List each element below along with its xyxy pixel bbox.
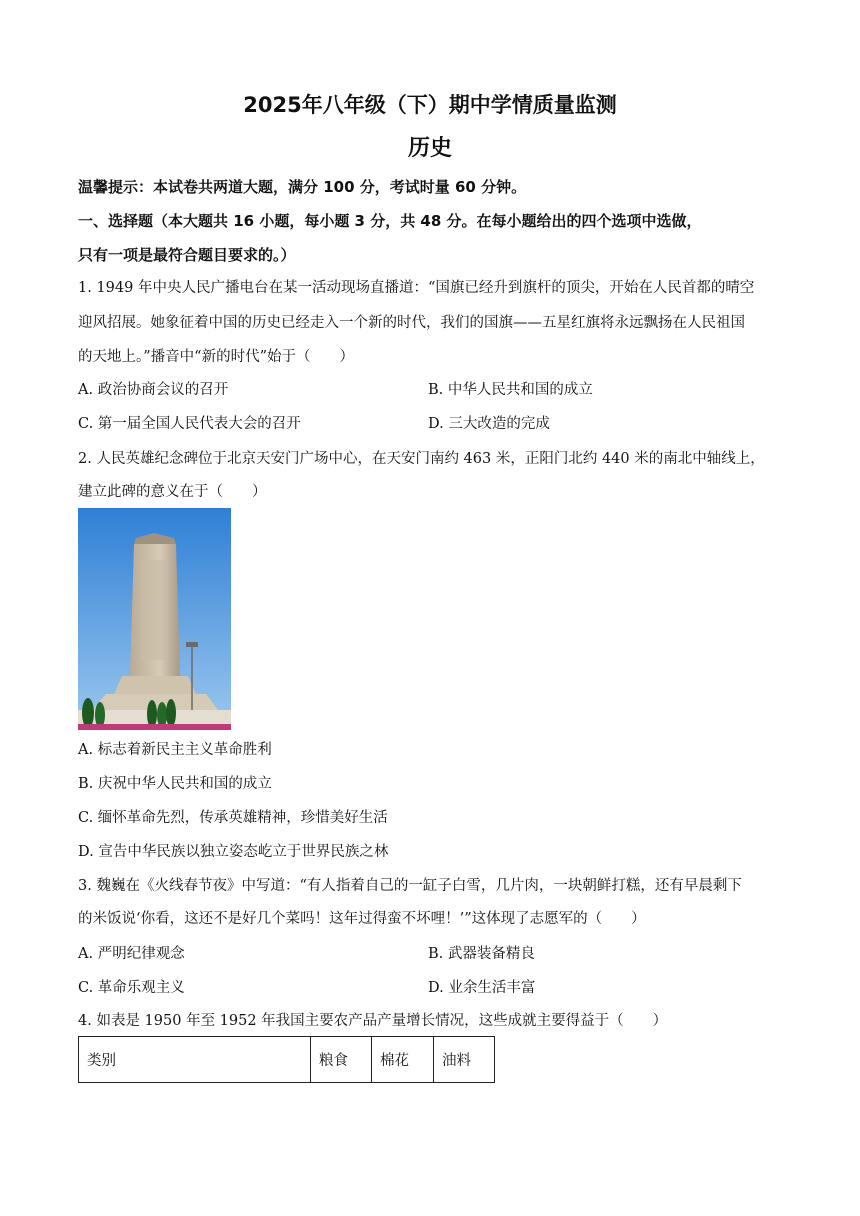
section-heading-line-1: 一、选择题（本大题共 16 小题，每小题 3 分，共 48 分。在每小题给出的四个选项中选做， bbox=[78, 212, 702, 230]
table-header-cell: 粮食 bbox=[311, 1037, 372, 1083]
question-2-option-d[interactable]: D. 宣告中华民族以独立姿态屹立于世界民族之林 bbox=[78, 844, 389, 860]
question-3-option-a[interactable]: A. 严明纪律观念 bbox=[78, 946, 185, 962]
question-1-line-2: 迎风招展。她象征着中国的历史已经走入一个新的时代，我们的国旗——五星红旗将永远飘扬在人民祖国 bbox=[78, 315, 745, 331]
exam-title: 2025年八年级（下）期中学情质量监测 bbox=[243, 93, 617, 117]
question-2-line-1: 2. 人民英雄纪念碑位于北京天安门广场中心，在天安门南约 463 米，正阳门北约 440 米的南北中轴线上， bbox=[78, 451, 765, 467]
table-header-cell: 油料 bbox=[434, 1037, 495, 1083]
table-header-row bbox=[79, 1037, 495, 1083]
question-1-option-b[interactable]: B. 中华人民共和国的成立 bbox=[428, 382, 593, 398]
question-1-option-c[interactable]: C. 第一届全国人民代表大会的召开 bbox=[78, 416, 301, 432]
table-header-cell: 棉花 bbox=[372, 1037, 434, 1083]
question-1-option-a[interactable]: A. 政治协商会议的召开 bbox=[78, 382, 229, 398]
question-4-line-1: 4. 如表是 1950 年至 1952 年我国主要农产品产量增长情况，这些成就主要得益于（ ） bbox=[78, 1013, 668, 1029]
question-1-line-1: 1. 1949 年中央人民广播电台在某一活动现场直播道：“国旗已经升到旗杆的顶尖，开始在人民首都的晴空 bbox=[78, 280, 755, 296]
question-2-option-b[interactable]: B. 庆祝中华人民共和国的成立 bbox=[78, 776, 272, 792]
table-header-cell: 类别 bbox=[79, 1037, 311, 1083]
question-1-option-d[interactable]: D. 三大改造的完成 bbox=[428, 416, 550, 432]
exam-tip: 温馨提示：本试卷共两道大题，满分 100 分，考试时量 60 分钟。 bbox=[78, 178, 527, 196]
section-heading-line-2: 只有一项是最符合题目要求的。） bbox=[78, 246, 296, 264]
monument-photo bbox=[78, 508, 231, 730]
question-3-option-c[interactable]: C. 革命乐观主义 bbox=[78, 980, 185, 996]
question-3-line-1: 3. 魏巍在《火线春节夜》中写道：“有人指着自己的一缸子白雪，几片肉，一块朝鲜打糕，还有早晨剩下 bbox=[78, 878, 742, 894]
question-2-option-a[interactable]: A. 标志着新民主主义革命胜利 bbox=[78, 742, 272, 758]
production-table bbox=[78, 1036, 495, 1083]
question-2-option-c[interactable]: C. 缅怀革命先烈，传承英雄精神，珍惜美好生活 bbox=[78, 810, 388, 826]
question-3-option-d[interactable]: D. 业余生活丰富 bbox=[428, 980, 536, 996]
question-1-line-3: 的天地上。”播音中“新的时代”始于（ ） bbox=[78, 349, 354, 365]
question-2-line-2: 建立此碑的意义在于（ ） bbox=[78, 484, 267, 500]
question-3-option-b[interactable]: B. 武器装备精良 bbox=[428, 946, 535, 962]
subject-title: 历史 bbox=[407, 136, 452, 161]
question-3-line-2: 的米饭说‘你看，这还不是好几个菜吗！这年过得蛮不坏哩！’”这体现了志愿军的（ ） bbox=[78, 911, 646, 927]
